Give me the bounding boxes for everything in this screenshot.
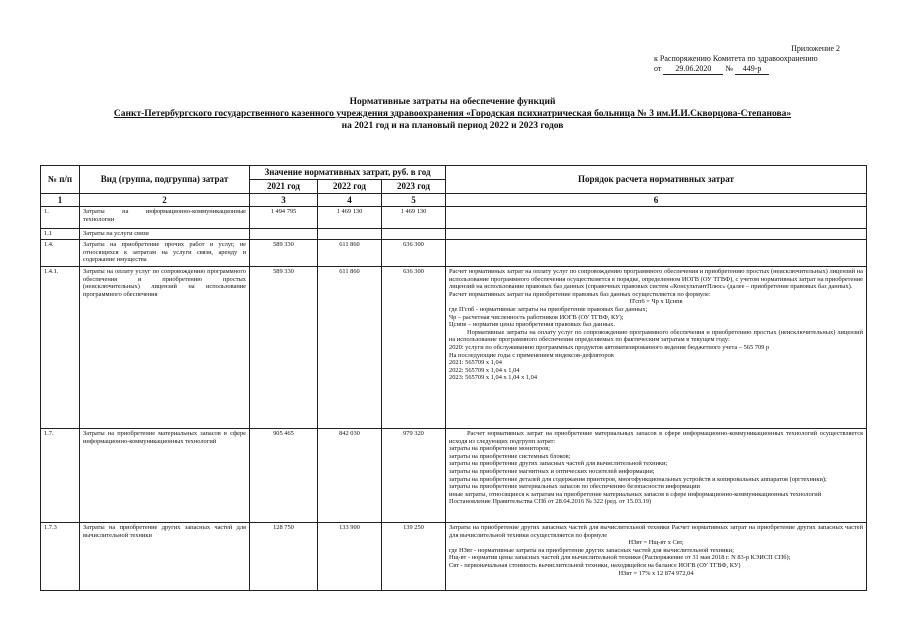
table-row (41, 429, 867, 523)
row-cost-type: Затраты на информационно-коммуникационные технологии (80, 207, 250, 229)
cost-table (40, 165, 867, 591)
row-value-2023: 636 300 (382, 267, 446, 429)
row-calculation-order (446, 267, 867, 429)
header-type: Вид (группа, подгруппа) затрат (80, 166, 250, 194)
calculation-line: Затраты на приобретение других запасных частей для вычислительной техники Расчет нормативных затрат на приобретение других запасных частей для вычислительной техники осуществляется по формуле (449, 524, 863, 539)
table-row (41, 229, 867, 240)
row-number: 1.7. (41, 429, 80, 523)
appendix-label: Приложение 2 (791, 44, 840, 53)
header-2021: 2021 год (250, 180, 318, 194)
row-value-2021: 589 330 (250, 240, 318, 267)
table-row (41, 267, 867, 429)
row-calculation-order (446, 240, 867, 267)
calculation-line: затраты на приобретение других запасных частей для вычислительной техники; (449, 460, 668, 468)
table-row (41, 240, 867, 267)
row-number: 1.4. (41, 240, 80, 267)
row-value-2022: 133 900 (318, 523, 382, 591)
appendix-block (654, 44, 854, 75)
row-number: 1.4.1. (41, 267, 80, 429)
colnum-1: 1 (41, 194, 80, 207)
table-row (41, 207, 867, 229)
row-value-2022: 611 860 (318, 240, 382, 267)
row-cost-type: Затраты на приобретение прочих работ и услуг, не относящихся к затратам на услуги связи, аренду и содержание имущества (80, 240, 250, 267)
colnum-5: 5 (382, 194, 446, 207)
row-value-2022: 842 030 (318, 429, 382, 523)
document-title (40, 96, 865, 132)
calculation-line: П'сп6 = Чр х Цснпв (629, 298, 683, 306)
calculation-line: На последующие годы с применением индексов-дефляторов (449, 351, 614, 359)
appendix-no: № (725, 64, 734, 73)
header-value: Значение нормативных затрат, руб. в год (250, 166, 446, 180)
title-line-2: Санкт-Петербургского государственного казенного учреждения здравоохранения «Городская психиатрическая больница № 3 им.И.И.Скворцова-Степанова» (113, 109, 792, 119)
row-value-2023: 1 469 130 (382, 207, 446, 229)
appendix-date: 29.06.2020 (663, 64, 723, 75)
row-value-2021: 1 494 795 (250, 207, 318, 229)
row-value-2023: 979 320 (382, 429, 446, 523)
row-value-2023: 636 300 (382, 240, 446, 267)
column-number-row (41, 194, 867, 207)
calculation-line: затраты на приобретение магнитных и оптических носителей информации; (449, 467, 655, 475)
appendix-reference: к Распоряжению Комитета по здравоохранению (654, 54, 818, 63)
colnum-4: 4 (318, 194, 382, 207)
calculation-line: Нормативные затраты на оплату услуг по сопровождению программного обеспечения и приобретению простых (неисключительных) лицензий на использование программного обеспечения определяемых по фактическим затратам в текущем году: (449, 328, 863, 344)
row-value-2021: 128 750 (250, 523, 318, 591)
header-num: № п/п (41, 166, 80, 194)
calculation-line: Расчет нормативных затрат на приобретение материальных запасов в сфере информационно-коммуникационных технологий осуществляется исходя из следующих подгрупп затрат: (449, 430, 863, 445)
row-value-2021 (250, 229, 318, 240)
appendix-date-line (654, 64, 854, 75)
calculation-line: Свт - первоначальная стоимость вычислительной техники, находящейся на балансе ИОГВ (ОУ ТГВФ, КУ) (449, 561, 741, 569)
header-2022: 2022 год (318, 180, 382, 194)
row-value-2021: 589 330 (250, 267, 318, 429)
calculation-line: затраты на приобретение материальных запасов по обеспечению безопасности информации (449, 483, 700, 491)
row-value-2022: 611 860 (318, 267, 382, 429)
table-row (41, 523, 867, 591)
calculation-line: иные затраты, относящиеся к затратам на приобретение материальных запасов в сфере информационно-коммуникационных технологий (449, 490, 822, 498)
calculation-line: 2022: 565709 х 1,04 х 1,04 (449, 366, 520, 374)
calculation-line: Постановление Правительства СПб от 28.04.2016 № 322 (ред. от 15.03.19) (449, 498, 652, 506)
appendix-from: от (654, 64, 662, 73)
calculation-line: НЗвт = 17% х 12 874 972,04 (618, 569, 694, 577)
calculation-line: 2020: услуги по обслуживанию программных продуктов автоматизированного ведения бюджетного учета – 565 709 р (449, 343, 770, 351)
title-line-1: Нормативные затраты на обеспечение функций (349, 97, 556, 107)
calculation-line: 2021: 565709 х 1,04 (449, 359, 502, 367)
header-order: Порядок расчета нормативных затрат (446, 166, 867, 194)
row-value-2022 (318, 229, 382, 240)
row-cost-type: Затраты на оплату услуг по сопровождению программного обеспечения и приобретению простых (неисключительных) лицензий на использование программного обеспечения (80, 267, 250, 429)
calculation-line: где НЗвт - нормативные затраты на приобретение других запасных частей для вычислительной техники; (449, 546, 734, 554)
colnum-6: 6 (446, 194, 867, 207)
appendix-number: 449-р (735, 64, 769, 75)
row-number: 1.7.3 (41, 523, 80, 591)
calculation-line: затраты на приобретение мониторов; (449, 445, 551, 453)
row-value-2021: 905 465 (250, 429, 318, 523)
calculation-line: Чр – расчетная численность работников ИОГВ (ОУ ТГВФ, КУ); (449, 313, 624, 321)
calculation-line: затраты на приобретение системных блоков; (449, 452, 571, 460)
row-calculation-order (446, 523, 867, 591)
row-number: 1. (41, 207, 80, 229)
row-value-2023: 139 250 (382, 523, 446, 591)
calculation-line: НЗвт = Нщ-вт х Свт, (628, 539, 684, 547)
colnum-2: 2 (80, 194, 250, 207)
calculation-line: Расчет нормативных затрат на оплату услуг по сопровождению программного обеспечения и приобретению простых (неисключительных) лицензий на использование программного обеспечения осуществляется в порядке, определенном ИОГВ (ОУ ТГВФ), с учетом нормативных затрат на приобретение лицензий на использование правовых баз данных (справочных правовых систем «КонсультантПлюс» (далее – приобретение правовых баз данных). (449, 268, 863, 291)
calculation-line: где П'спб - нормативные затраты на приобретение правовых баз данных; (449, 305, 648, 313)
row-calculation-order (446, 229, 867, 240)
row-calculation-order (446, 207, 867, 229)
row-cost-type: Затраты на услуги связи (80, 229, 250, 240)
row-value-2022: 1 469 130 (318, 207, 382, 229)
row-cost-type: Затраты на приобретение материальных запасов в сфере информационно-коммуникационных технологий (80, 429, 250, 523)
colnum-3: 3 (250, 194, 318, 207)
header-2023: 2023 год (382, 180, 446, 194)
calculation-line: затраты на приобретение деталей для содержания принтеров, многофункциональных устройств и копировальных аппаратов (оргтехники); (449, 475, 827, 483)
table-body (41, 207, 867, 591)
title-line-3: на 2021 год и на плановый период 2022 и 2023 годов (341, 121, 564, 131)
row-number: 1.1 (41, 229, 80, 240)
row-calculation-order (446, 429, 867, 523)
row-value-2023 (382, 229, 446, 240)
calculation-line: Цснпв – норматив цены приобретения правовых баз данных. (449, 321, 615, 329)
calculation-line: 2023: 565709 х 1,04 х 1,04 х 1,04 (449, 374, 538, 382)
calculation-line: Нщ-вт - норматив цены запасных частей для вычислительной техники (Распоряжение от 31 мая 2018 г. N 83-р КЭИСП СПб); (449, 554, 791, 562)
calculation-line: Расчет нормативных затрат на приобретение правовых баз данных осуществляется по формуле: (449, 290, 711, 298)
row-cost-type: Затраты на приобретение других запасных частей для вычислительной техники (80, 523, 250, 591)
